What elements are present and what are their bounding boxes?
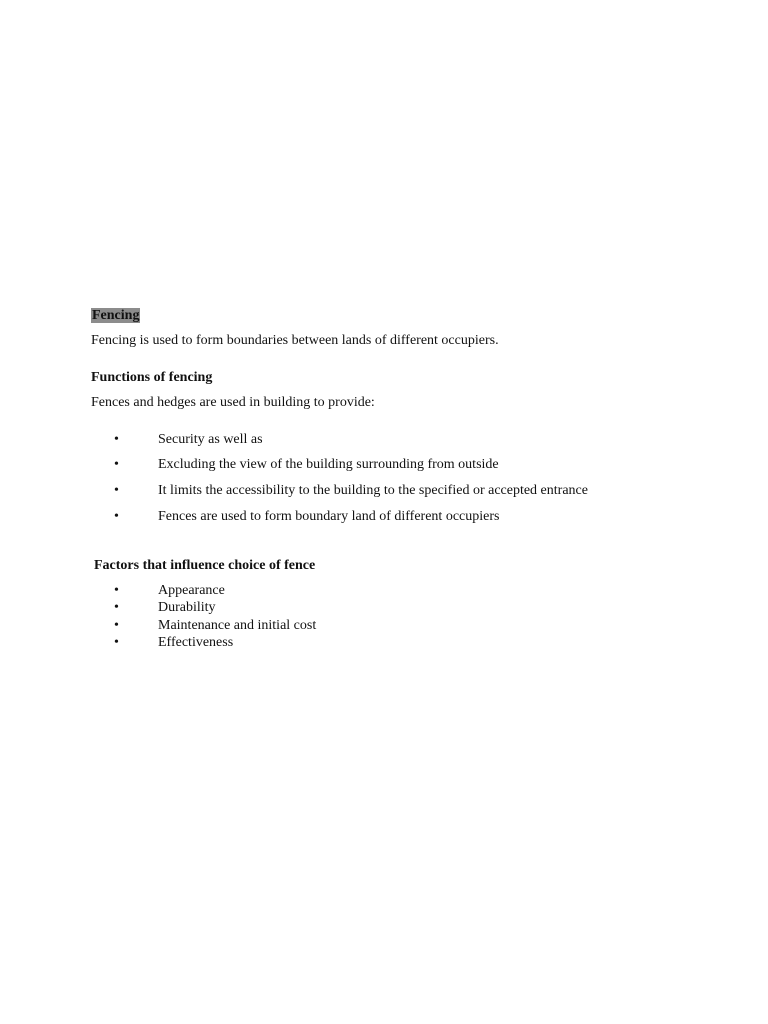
list-item-text: Maintenance and initial cost (158, 618, 317, 633)
bullet-icon: • (114, 509, 119, 524)
list-item-text: It limits the accessibility to the building to the specified or accepted entrance (158, 483, 588, 498)
factors-heading: Factors that influence choice of fence (94, 558, 316, 573)
bullet-icon: • (114, 432, 119, 447)
bullet-icon: • (114, 635, 119, 650)
list-item-text: Security as well as (158, 432, 263, 447)
section-title (91, 307, 140, 325)
bullet-icon: • (114, 583, 119, 598)
list-item-text: Fences are used to form boundary land of different occupiers (158, 509, 500, 524)
list-item-text: Appearance (158, 583, 225, 598)
functions-heading: Functions of fencing (91, 370, 213, 385)
intro-paragraph: Fencing is used to form boundaries between lands of different occupiers. (91, 333, 499, 348)
section-title-highlight: Fencing (92, 308, 140, 323)
list-item-text: Durability (158, 600, 216, 615)
list-item-text: Effectiveness (158, 635, 234, 650)
functions-lead: Fences and hedges are used in building to provide: (91, 395, 375, 410)
bullet-icon: • (114, 483, 119, 498)
bullet-icon: • (114, 618, 119, 633)
bullet-icon: • (114, 457, 119, 472)
bullet-icon: • (114, 600, 119, 615)
list-item-text: Excluding the view of the building surrounding from outside (158, 457, 499, 472)
